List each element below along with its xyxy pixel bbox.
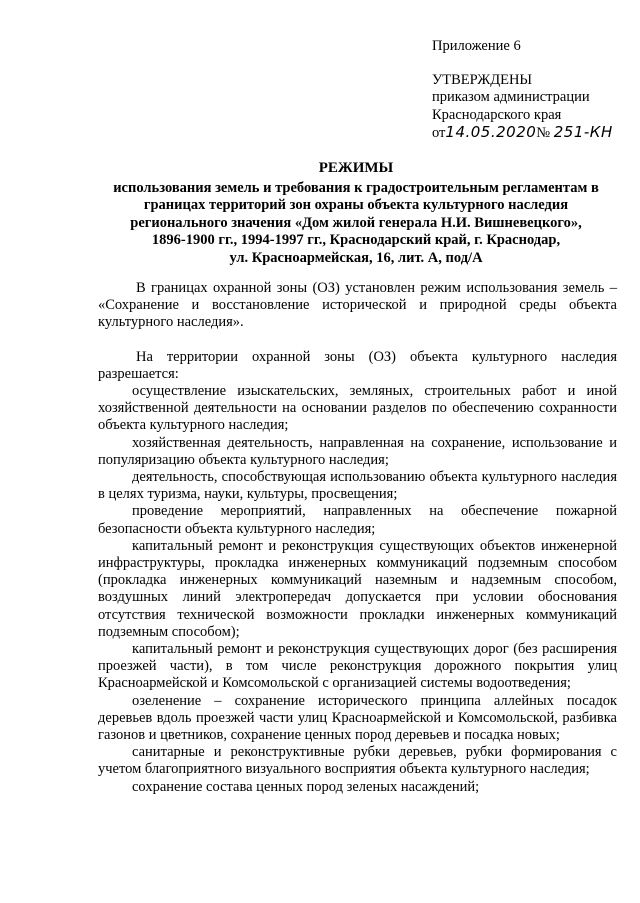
list-item: сохранение состава ценных пород зеленых насаждений;: [132, 778, 480, 795]
list-item: капитальный ремонт и реконструкция существующих дорог (без расширения проезжей части), в том числе реконструкция дорожного покрытия улиц Красноармейской и Комсомольской с организацией системы водоотведения;: [98, 641, 617, 692]
title-line: границах территорий зон охраны объекта культурного наследия: [143, 197, 569, 214]
list-item: проведение мероприятий, направленных на обеспечение пожарной безопасности объекта культурного наследия;: [98, 503, 617, 537]
order-line-1: приказом администрации: [432, 89, 590, 105]
approved-label: УТВЕРЖДЕНЫ: [432, 71, 533, 88]
list-item: капитальный ремонт и реконструкция существующих объектов инженерной инфраструктуры, прокладка инженерных коммуникаций подземным способом (прокладка инженерных коммуникаций наземным и надземным способом, воздушных линий электропередач допускается при условии обоснования отсутствия технической возможности прокладки инженерных коммуникаций подземным способом);: [98, 537, 617, 640]
list-item: хозяйственная деятельность, направленная на сохранение, использование и популяризацию объекта культурного наследия;: [98, 434, 617, 468]
document-title: [96, 160, 616, 268]
approval-stamp-block: [432, 38, 632, 143]
title-heading: РЕЖИМЫ: [318, 160, 394, 176]
title-line: регионального значения «Дом жилой генерала Н.И. Вишневецкого»,: [130, 214, 582, 231]
order-line-2: Краснодарского края: [432, 106, 562, 123]
order-date-line: [432, 124, 632, 143]
title-line: использования земель и требования к градостроительным регламентам в: [113, 179, 599, 196]
handwritten-date: 14.05.2020: [445, 123, 537, 141]
intro-paragraph: В границах охранной зоны (ОЗ) установлен режим использования земель – «Сохранение и восстановление исторической и природной среды объекта культурного наследия».: [98, 280, 617, 331]
list-item: деятельность, способствующая использованию объекта культурного наследия в целях туризма, науки, культуры, просвещения;: [98, 469, 617, 503]
handwritten-number: 251-КН: [553, 123, 613, 141]
title-line: 1896-1900 гг., 1994-1997 гг., Краснодарский край, г. Краснодар,: [151, 232, 561, 249]
allowed-header: На территории охранной зоны (ОЗ) объекта культурного наследия разрешается:: [98, 348, 617, 382]
date-prefix: от: [432, 125, 446, 141]
list-item: озеленение – сохранение исторического принципа аллейных посадок деревьев вдоль проезжей части улиц Красноармейской и Комсомольской, разбивка газонов и цветников, сохранение ценных пород деревьев и посадка новых;: [98, 692, 617, 744]
title-line: ул. Красноармейская, 16, лит. А, под/А: [229, 249, 483, 266]
list-item: санитарные и реконструктивные рубки деревьев, рубки формирования с учетом благоприятного визуального восприятия объекта культурного наследия;: [98, 744, 617, 778]
annex-number: Приложение 6: [432, 38, 521, 54]
list-item: осуществление изыскательских, земляных, строительных работ и иной хозяйственной деятельности на основании разделов по обеспечению сохранности объекта культурного наследия;: [98, 383, 617, 434]
document-body: [98, 280, 617, 796]
number-prefix: №: [536, 125, 551, 141]
